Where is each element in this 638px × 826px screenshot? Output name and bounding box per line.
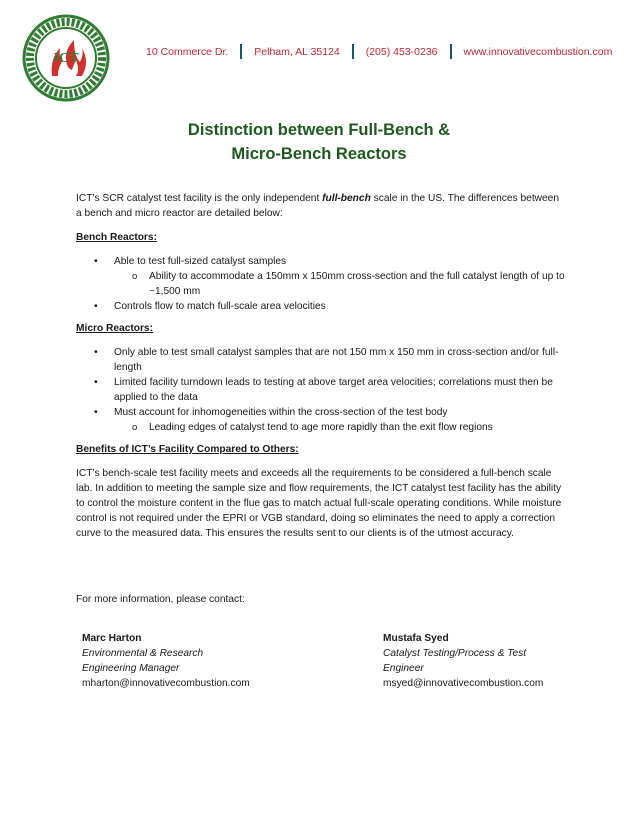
list-item-text: Able to test full-sized catalyst samples xyxy=(114,256,287,267)
benefits-paragraph: ICT’s bench-scale test facility meets and exceeds all the requirements to be considered a full-bench scale lab. In addition to meeting the sample size and flow requirements, the ICT catalyst test facility has the ability to control the moisture content in the flue gas to match actual full-scale operating conditions. While moisture control is not required under the EPRI or VGB standard, doing so eliminates the need to apply a correction curve to the measured data. This ensures the results sent to our clients is of the utmost accuracy. xyxy=(76,468,562,539)
list-item xyxy=(76,405,566,435)
contact-email-link[interactable]: msyed@innovativecombustion.com xyxy=(383,678,544,689)
sub-list-item: o Leading edges of catalyst tend to age more rapidly than the exit flow regions xyxy=(76,420,566,435)
list-item: • Limited facility turndown leads to testing at above target area velocities; correlations must then be applied to the data xyxy=(76,375,566,405)
micro-heading: Micro Reactors: xyxy=(76,323,153,334)
list-item xyxy=(76,254,566,299)
document-body xyxy=(76,191,566,550)
contact-card xyxy=(82,631,250,691)
contact-card xyxy=(383,631,543,691)
contact-name: Marc Harton xyxy=(82,633,142,644)
header-separator xyxy=(352,44,354,59)
header-separator xyxy=(450,44,452,59)
header-city: Pelham, AL 35124 xyxy=(254,45,340,58)
header-address: 10 Commerce Dr. xyxy=(146,45,229,58)
benefits-heading: Benefits of ICT’s Facility Compared to Others: xyxy=(76,444,299,455)
header-phone: (205) 453-0236 xyxy=(365,45,438,58)
page-title xyxy=(0,118,638,166)
bench-list xyxy=(76,254,566,314)
bench-heading: Bench Reactors: xyxy=(76,232,157,243)
contact-role: Environmental & Research xyxy=(82,648,204,659)
header-contact-bar xyxy=(146,44,612,59)
sub-list xyxy=(114,420,566,435)
intro-text-start: ICT’s SCR catalyst test facility is the only independent xyxy=(76,193,323,204)
contact-role: Engineering Manager xyxy=(82,663,180,674)
sub-list xyxy=(114,269,566,299)
list-item: • Only able to test small catalyst samples that are not 150 mm x 150 mm in cross-section and/or full-length xyxy=(76,345,566,375)
contact-email-link[interactable]: mharton@innovativecombustion.com xyxy=(82,678,250,689)
list-item-text: Must account for inhomogeneities within the cross-section of the test body xyxy=(114,407,448,418)
header-separator xyxy=(240,44,242,59)
contact-intro: For more information, please contact: xyxy=(76,594,245,605)
list-item: • Controls flow to match full-scale area velocities xyxy=(76,299,566,314)
contact-name: Mustafa Syed xyxy=(383,633,449,644)
sub-list-item: o Ability to accommodate a 150mm x 150mm cross-section and the full catalyst length of up to ~1,500 mm xyxy=(76,269,566,299)
micro-list xyxy=(76,345,566,435)
title-line-2: Micro-Bench Reactors xyxy=(231,145,407,163)
company-logo-icon xyxy=(22,14,110,102)
contact-role: Engineer xyxy=(383,663,424,674)
header-website-link[interactable]: www.innovativecombustion.com xyxy=(463,45,613,58)
title-line-1: Distinction between Full-Bench & xyxy=(187,121,451,139)
intro-text-end: scale in the US. The differences between a bench and micro reactor are detailed below: xyxy=(76,193,560,219)
contact-role: Catalyst Testing/Process & Test xyxy=(383,648,527,659)
intro-emphasis: full-bench xyxy=(322,193,371,204)
intro-paragraph xyxy=(76,191,566,221)
svg-text:ICT: ICT xyxy=(53,51,79,66)
